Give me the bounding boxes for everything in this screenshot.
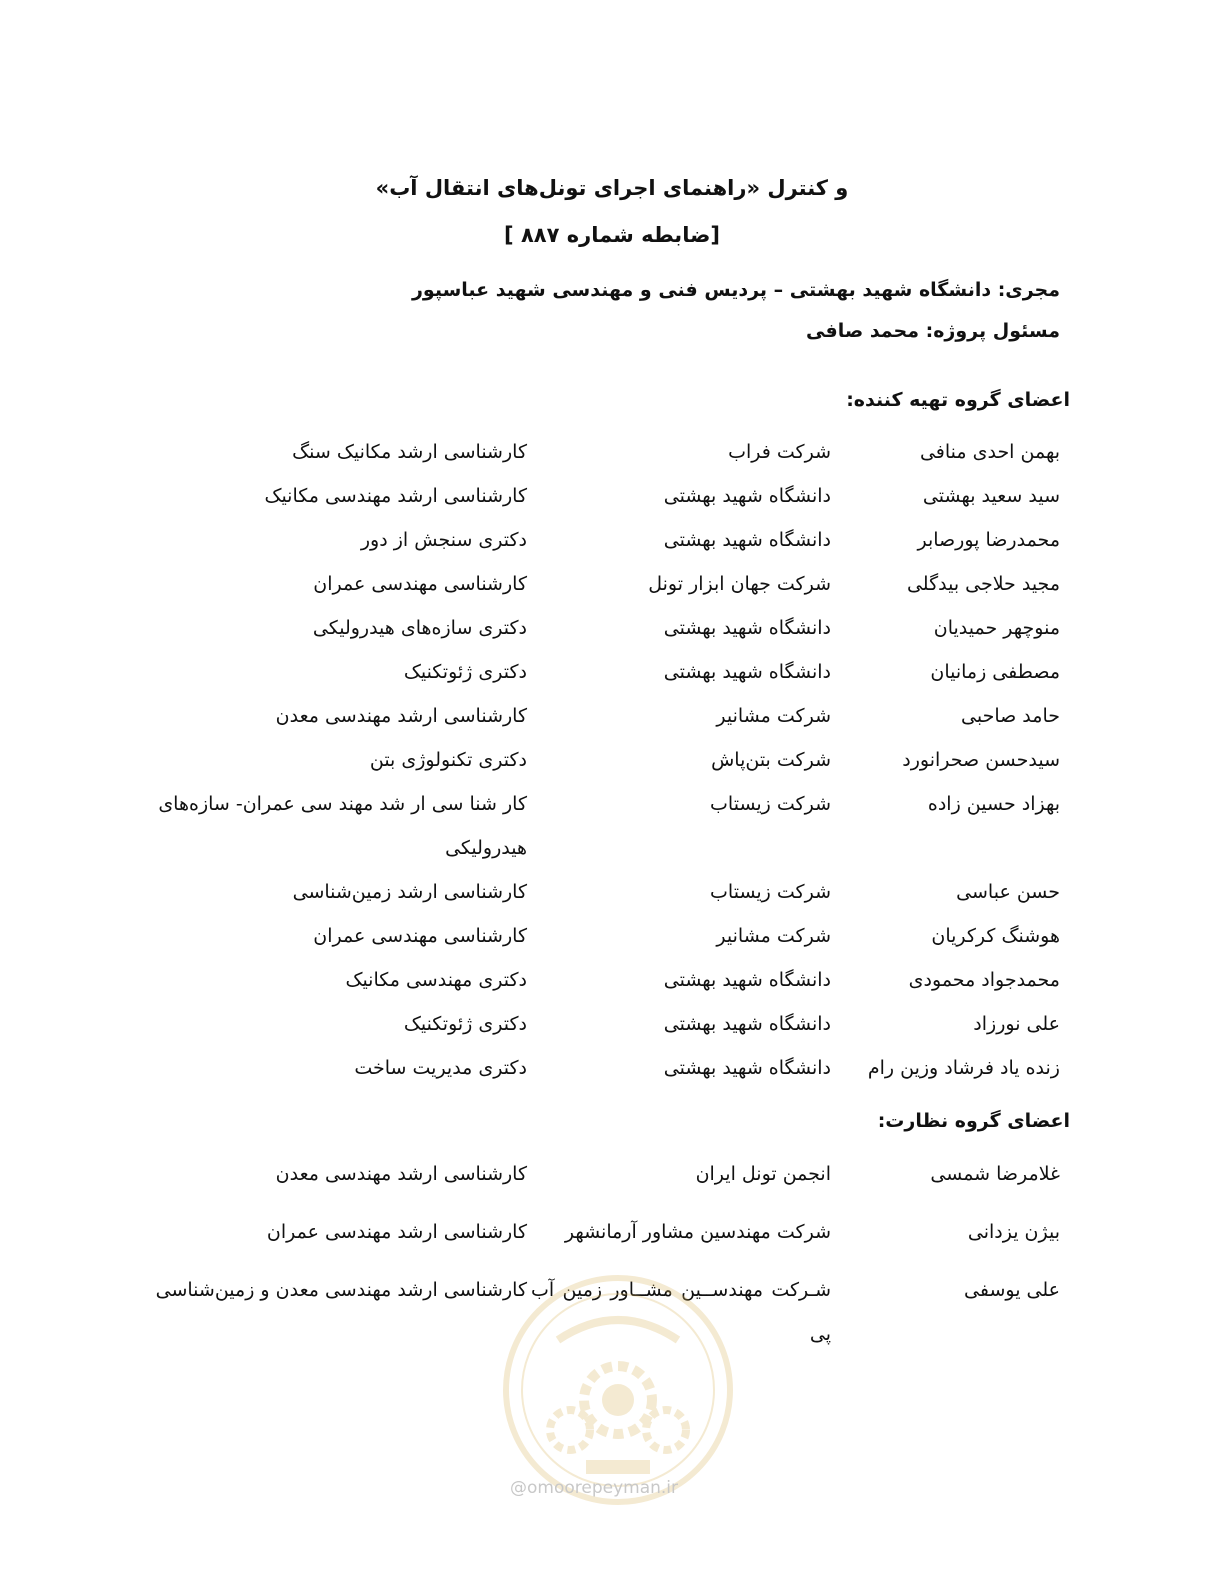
- member-name: زنده یاد فرشاد وزین رام: [867, 1057, 1060, 1079]
- member-degree: دکتری ژئوتکنیک: [403, 1013, 527, 1035]
- member-row: [0, 738, 1224, 778]
- member-name: بیژن یزدانی: [967, 1221, 1060, 1243]
- member-organization: دانشگاه شهید بهشتی: [663, 1057, 831, 1079]
- member-organization: شرکت مشانیر: [716, 705, 831, 727]
- member-organization: شرکت مهندسین مشاور آرمانشهر: [564, 1221, 831, 1243]
- member-degree: دکتری سازه‌های هیدرولیکی: [312, 617, 527, 639]
- member-organization: انجمن تونل ایران: [695, 1163, 831, 1185]
- member-organization: دانشگاه شهید بهشتی: [663, 661, 831, 683]
- member-row: [0, 782, 1224, 859]
- member-degree: دکتری تکنولوژی بتن: [369, 749, 527, 771]
- member-organization: شرکت زیستاب: [710, 881, 831, 903]
- member-degree: کارشناسی ارشد زمین‌شناسی: [292, 881, 527, 903]
- project-lead-line: مسئول پروژه: محمد صافی: [806, 320, 1060, 342]
- member-name: علی یوسفی: [964, 1279, 1060, 1301]
- executor-line: مجری: دانشگاه شهید بهشتی – پردیس فنی و مهندسی شهید عباسپور: [411, 279, 1060, 301]
- member-degree: کار شنا سی ار شد مهند سی عمران- سازه‌های هیدرولیکی: [158, 793, 527, 859]
- member-organization: دانشگاه شهید بهشتی: [663, 529, 831, 551]
- member-row: [0, 430, 1224, 470]
- member-degree: کارشناسی ارشد مهندسی مکانیک: [264, 485, 527, 507]
- member-row: [0, 870, 1224, 910]
- member-organization: دانشگاه شهید بهشتی: [663, 485, 831, 507]
- member-organization: شرکت زیستاب: [710, 793, 831, 815]
- member-degree: کارشناسی مهندسی عمران: [313, 925, 527, 947]
- member-organization: شرکت مشانیر: [716, 925, 831, 947]
- member-name: سید سعید بهشتی: [922, 485, 1060, 507]
- member-degree: دکتری مدیریت ساخت: [354, 1057, 527, 1079]
- member-name: بهمن احدی منافی: [919, 441, 1060, 463]
- member-name: منوچهر حمیدیان: [933, 617, 1060, 639]
- watermark-seal-icon: [498, 1270, 738, 1510]
- member-name: مجید حلاجی بیدگلی: [906, 573, 1060, 595]
- member-degree: دکتری ژئوتکنیک: [403, 661, 527, 683]
- member-row: [0, 606, 1224, 646]
- member-degree: کارشناسی ارشد مکانیک سنگ: [292, 441, 527, 463]
- member-name: بهزاد حسین زاده: [927, 793, 1060, 815]
- member-name: علی نورزاد: [973, 1013, 1060, 1035]
- member-name: مصطفی زمانیان: [930, 661, 1060, 683]
- member-name: سیدحسن صحرانورد: [902, 749, 1060, 771]
- member-name: هوشنگ کرکریان: [931, 925, 1060, 947]
- member-degree: کارشناسی ارشد مهندسی معدن و زمین‌شناسی: [155, 1279, 527, 1301]
- member-row: [0, 518, 1224, 558]
- watermark-text: @omoorepeyman.ir: [510, 1478, 679, 1498]
- member-row: [0, 1002, 1224, 1042]
- member-organization: شرکت بتن‌پاش: [711, 749, 831, 771]
- preparation-group-heading: اعضای گروه تهیه کننده:: [846, 389, 1070, 411]
- member-degree: کارشناسی ارشد مهندسی معدن: [275, 1163, 527, 1185]
- member-name: غلامرضا شمسی: [930, 1163, 1060, 1185]
- member-degree: دکتری مهندسی مکانیک: [345, 969, 527, 991]
- member-organization: دانشگاه شهید بهشتی: [663, 1013, 831, 1035]
- member-row: [0, 694, 1224, 734]
- supervision-group-heading: اعضای گروه نظارت:: [877, 1110, 1070, 1132]
- member-organization: دانشگاه شهید بهشتی: [663, 617, 831, 639]
- member-degree: کارشناسی مهندسی عمران: [313, 573, 527, 595]
- member-organization: شـرکت مهندســین مشــاور زمین آب پی: [531, 1279, 831, 1345]
- member-degree: کارشناسی ارشد مهندسی معدن: [275, 705, 527, 727]
- member-name: محمدجواد محمودی: [908, 969, 1060, 991]
- member-organization: شرکت فراب: [728, 441, 831, 463]
- member-row: [0, 562, 1224, 602]
- member-row: [0, 914, 1224, 954]
- regulation-code: [ضابطه شماره ۸۸۷ ]: [504, 223, 720, 247]
- member-degree: کارشناسی ارشد مهندسی عمران: [266, 1221, 527, 1243]
- member-organization: شرکت جهان ابزار تونل: [648, 573, 831, 595]
- member-row: [0, 650, 1224, 690]
- member-row: [0, 1152, 1224, 1192]
- member-name: حامد صاحبی: [961, 705, 1060, 727]
- member-row: [0, 1046, 1224, 1086]
- member-row: [0, 1210, 1224, 1250]
- member-name: حسن عباسی: [956, 881, 1060, 903]
- member-row: [0, 474, 1224, 514]
- member-organization: دانشگاه شهید بهشتی: [663, 969, 831, 991]
- document-title: و کنترل «راهنمای اجرای تونل‌های انتقال آب»: [375, 176, 849, 200]
- member-degree: دکتری سنجش از دور: [360, 529, 527, 551]
- member-row: [0, 958, 1224, 998]
- member-name: محمدرضا پورصابر: [917, 529, 1060, 551]
